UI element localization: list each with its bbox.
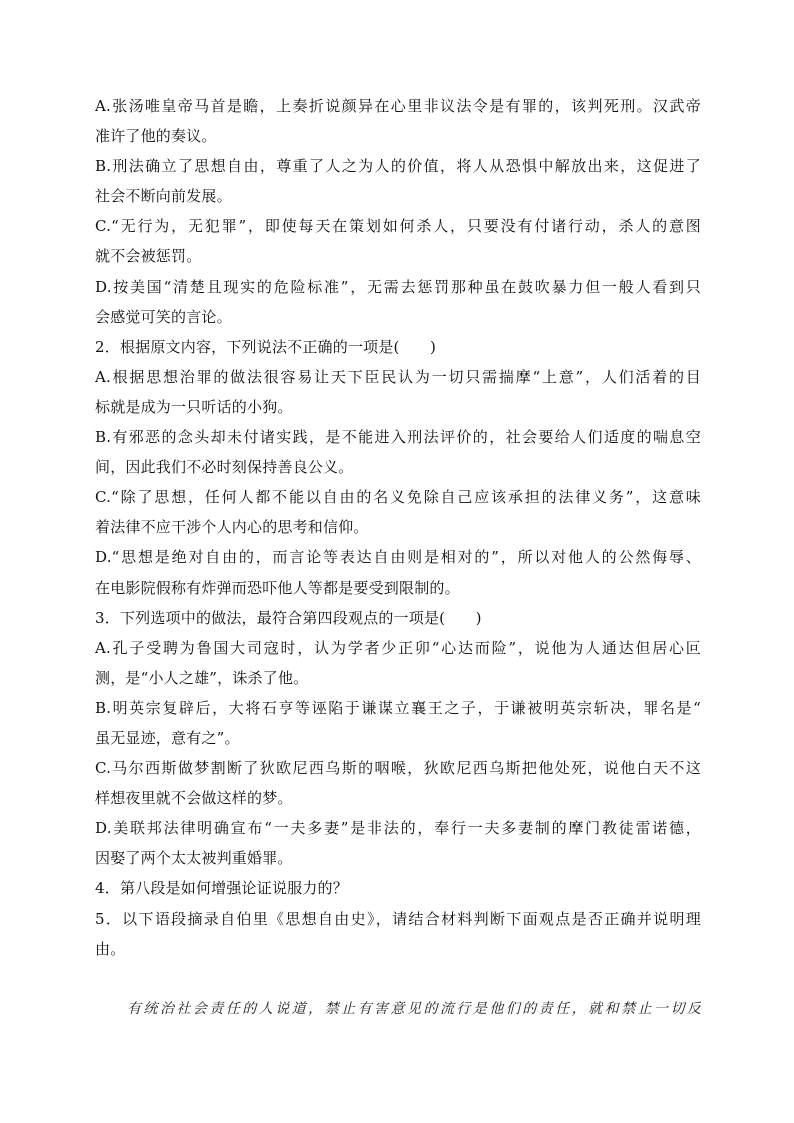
option-a-line-2: 准许了他的奏议。 [95,127,217,146]
question-3-option-b-line-1: B.明英宗复辟后，大将石亨等诬陷于谦谋立襄王之子，于谦被明英宗斩决，罪名是“ [95,698,701,717]
question-2-option-c-line-1: C.“除了思想，任何人都不能以自由的名义免除自己应该承担的法律义务”，这意味 [95,488,701,507]
option-b-line-1: B.刑法确立了思想自由，尊重了人之为人的价值，将人从恐惧中解放出来，这促进了 [95,157,701,176]
question-3-title: 3．下列选项中的做法，最符合第四段观点的一项是( ) [95,608,482,627]
question-2-option-d-line-2: 在电影院假称有炸弹而恐吓他人等都是要受到限制的。 [95,578,460,597]
question-2-option-a-line-1: A.根据思想治罪的做法很容易让天下臣民认为一切只需揣摩“上意”，人们活着的目 [95,367,701,386]
option-a-line-1: A.张汤唯皇帝马首是瞻，上奏折说颜异在心里非议法令是有罪的，该判死刑。汉武帝 [95,97,701,115]
option-c-line-2: 就不会被惩罚。 [95,247,202,266]
question-3-option-a-line-1: A.孔子受聘为鲁国大司寇时，认为学者少正卯“心达而险”，说他为人通达但居心叵 [95,638,701,657]
question-5-line-2: 由。 [95,939,126,958]
question-5-line-1: 5．以下语段摘录自伯里《思想自由史》，请结合材料判断下面观点是否正确并说明理 [95,909,701,928]
question-3-option-d-line-1: D.美联邦法律明确宣布“一夫多妻”是非法的，奉行一夫多妻制的摩门教徒雷诺德， [95,819,701,838]
question-3-option-b-line-2: 虽无显迹，意有之”。 [95,728,240,747]
question-2-option-b-line-1: B.有邪恶的念头却未付诸实践，是不能进入刑法评价的，社会要给人们适度的喘息空 [95,428,701,447]
question-2-title: 2．根据原文内容，下列说法不正确的一项是( ) [95,337,437,356]
question-3-option-a-line-2: 测，是“小人之雄”，诛杀了他。 [95,668,309,687]
question-2-option-d-line-1: D.“思想是绝对自由的，而言论等表达自由则是相对的”，所以对他人的公然侮辱、 [95,548,701,567]
quoted-passage-line: 有统治社会责任的人说道，禁止有害意见的流行是他们的责任，就和禁止一切反 [127,1001,701,1017]
question-4-title: 4．第八段是如何增强论证说服力的？ [95,879,348,898]
option-d-line-2: 会感觉可笑的言论。 [95,307,232,326]
question-3-option-c-line-2: 样想夜里就不会做这样的梦。 [95,789,293,808]
question-2-option-c-line-2: 着法律不应干涉个人内心的思考和信仰。 [95,518,369,537]
question-3-option-d-line-2: 因娶了两个太太被判重婚罪。 [95,849,293,868]
option-b-line-2: 社会不断向前发展。 [95,187,232,206]
question-2-option-a-line-2: 标就是成为一只听话的小狗。 [95,397,293,416]
option-c-line-1: C.“无行为，无犯罪”，即使每天在策划如何杀人，只要没有付诸行动，杀人的意图 [95,217,701,236]
document-body [95,91,701,964]
option-d-line-1: D.按美国“清楚且现实的危险标准”，无需去惩罚那种虽在鼓吹暴力但一般人看到只 [95,277,701,296]
question-3-option-c-line-1: C.马尔西斯做梦割断了狄欧尼西乌斯的咽喉，狄欧尼西乌斯把他处死，说他白天不这 [95,759,701,778]
question-2-option-b-line-2: 间，因此我们不必时刻保持善良公义。 [95,458,354,477]
